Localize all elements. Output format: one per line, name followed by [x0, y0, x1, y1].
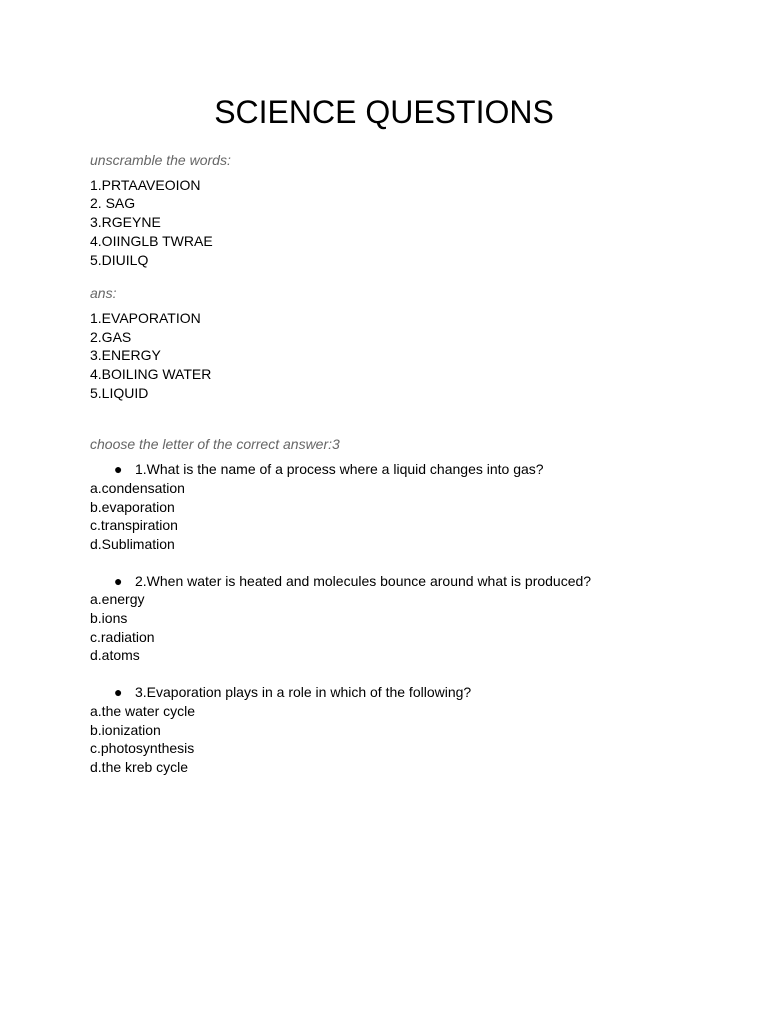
- scrambled-word: 3.RGEYNE: [90, 214, 161, 231]
- question-text: [90, 683, 730, 702]
- document-body: [90, 151, 730, 777]
- answer-word: 5.LIQUID: [90, 384, 149, 401]
- answer-option: b.evaporation: [90, 498, 175, 515]
- question-text: [90, 460, 730, 479]
- answer-option: a.the water cycle: [90, 702, 196, 719]
- unscramble-section: [90, 151, 730, 269]
- bullet-icon: ●: [114, 461, 123, 478]
- answer-word: 2.GAS: [90, 328, 132, 345]
- multiple-choice-section: [90, 435, 730, 776]
- answer-option: b.ionization: [90, 721, 161, 738]
- answer-option: c.photosynthesis: [90, 740, 195, 757]
- scrambled-word: 4.OIINGLB TWRAE: [90, 232, 213, 249]
- question-label: 1.What is the name of a process where a liquid changes into gas?: [135, 461, 544, 478]
- question-label: 3.Evaporation plays in a role in which of the following?: [135, 684, 472, 701]
- answer-option: a.energy: [90, 591, 145, 608]
- question-label: 2.When water is heated and molecules bounce around what is produced?: [135, 572, 592, 589]
- answer-option: c.radiation: [90, 628, 155, 645]
- question-block: [90, 460, 730, 554]
- bullet-icon: ●: [114, 572, 123, 589]
- answer-option: a.condensation: [90, 479, 185, 496]
- bullet-icon: ●: [114, 684, 123, 701]
- answer-option: d.the kreb cycle: [90, 758, 189, 775]
- answer-word: 4.BOILING WATER: [90, 366, 212, 383]
- question-block: [90, 683, 730, 777]
- answer-option: d.Sublimation: [90, 535, 175, 552]
- answer-word: 3.ENERGY: [90, 347, 161, 364]
- scrambled-word: 5.DIUILQ: [90, 251, 149, 268]
- answer-option: b.ions: [90, 610, 128, 627]
- unscramble-instructions: unscramble the words:: [90, 152, 231, 168]
- question-block: [90, 572, 730, 666]
- question-text: [90, 572, 730, 591]
- page-title: SCIENCE QUESTIONS: [214, 94, 554, 130]
- answer-word: 1.EVAPORATION: [90, 309, 201, 326]
- answers-section: [90, 284, 730, 402]
- answers-label: ans:: [90, 285, 117, 302]
- multiple-choice-instructions: choose the letter of the correct answer:3: [90, 436, 340, 453]
- answer-option: d.atoms: [90, 647, 140, 664]
- answer-option: c.transpiration: [90, 517, 178, 534]
- scrambled-word: 2. SAG: [90, 195, 136, 212]
- scrambled-word: 1.PRTAAVEOION: [90, 176, 201, 193]
